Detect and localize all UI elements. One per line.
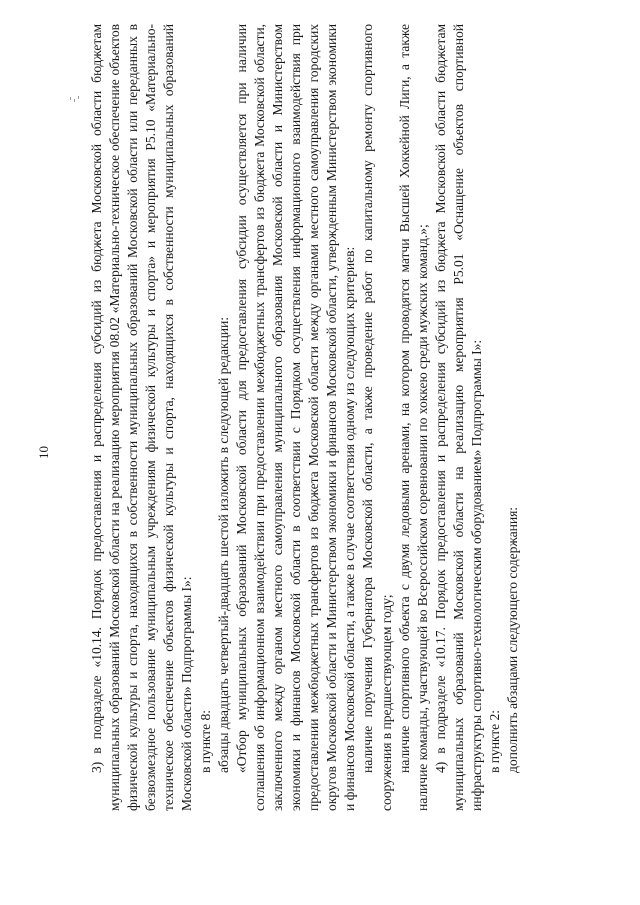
- paragraph-add-paragraphs: дополнить абзацами следующего содержания:: [505, 506, 521, 773]
- paragraph-criterion-ice-arena: наличие спортивного объекта с двумя ледовыми аренами, на котором проводятся матчи Высшей Хоккейной Лиги, а также наличие команды, участвующей во Всероссийском соревновании по хоккею среди мужских команд.»;: [396, 24, 430, 811]
- document-body: [88, 24, 522, 811]
- paragraph-item-4: 4) в подразделе «10.17. Порядок предоставления и распределения субсидий из бюджета Московской области бюджетам муниципальных образований Московской области на реализацию мероприятия Р5.01 «Оснащение объектов спортивной инфраструктуры спортивно-технологическим оборудованием» Подпрограммы I»:: [432, 24, 484, 811]
- scan-mark: [78, 96, 79, 99]
- paragraph-subpoint-8: в пункте 8:: [197, 710, 213, 773]
- paragraph-item-3: 3) в подразделе «10.14. Порядок предоставления и распределения субсидий из бюджета Московской области бюджетам муниципальных образований Московской области на реализацию мероприятия 08.02 «Материально-техническое обеспечение объектов физической культуры и спорта, находящихся в собственности муниципальных образований Московской области или переданных в безвозмездное пользование муниципальным учреждениям физической культуры и спорта» и мероприятия Р5.10 «Материально-техническое обеспечение объектов физической культуры и спорта, находящихся в собственности муниципальных образований Московской области» Подпрограммы I»:: [89, 24, 195, 811]
- page-number: 10: [36, 446, 51, 459]
- paragraph-selection-criteria: «Отбор муниципальных образований Московской области для предоставления субсидии осуществляется при наличии соглашения об информационном взаимодействии при предоставлении межбюджетных трансфертов из бюджета Московской области, заключенного между органом местного самоуправления муниципального образования Московской области и Министерством экономики и финансов Московской области в соответствии с Порядком осуществления информационного взаимодействия при предоставлении межбюджетных трансфертов из бюджета Московской области между органами местного самоуправления городских округов Московской области и Министерством экономики и финансов Московской области, утвержденным Министерством экономики и финансов Московской области, а также в случае соответствия одному из следующих критериев:: [233, 24, 358, 811]
- paragraph-instruction: абзацы двадцать четвертый-двадцать шестой изложить в следующей редакции:: [215, 317, 231, 773]
- scan-mark: [74, 99, 75, 102]
- scan-mark: [70, 97, 71, 100]
- paragraph-subpoint-2: в пункте 2:: [487, 710, 503, 773]
- paragraph-criterion-governor: наличие поручения Губернатора Московской области, а также проведение работ по капитальному ремонту спортивного сооружения в предшествующем году;: [360, 24, 394, 811]
